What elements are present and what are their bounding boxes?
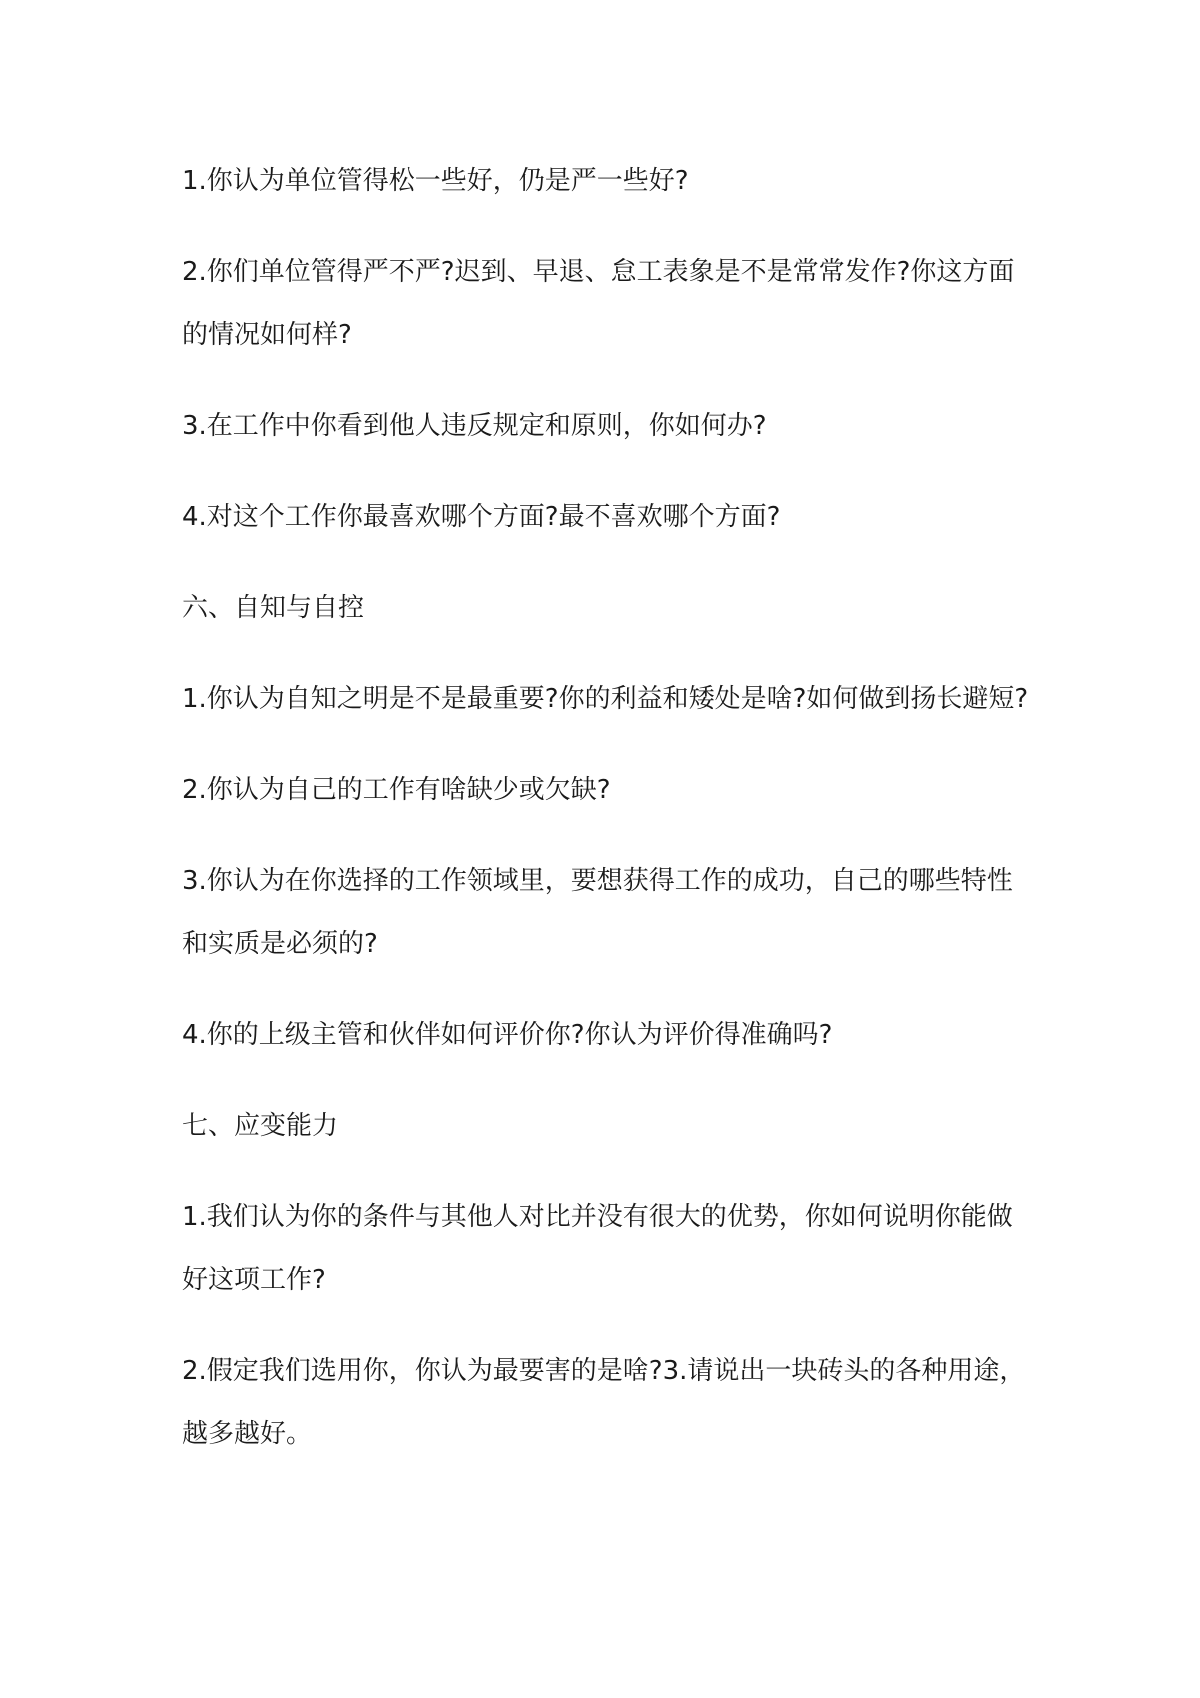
question-paragraph: 4.你的上级主管和伙伴如何评价你?你认为评价得准确吗? [182,1020,833,1050]
question-paragraph: 1.你认为单位管得松一些好，仍是严一些好? [182,166,689,196]
question-paragraph: 2.你认为自己的工作有啥缺少或欠缺? [182,775,611,805]
section-heading: 七、应变能力 [182,1111,339,1141]
question-paragraph: 4.对这个工作你最喜欢哪个方面?最不喜欢哪个方面? [182,502,781,532]
question-paragraph: 2.你们单位管得严不严?迟到、早退、怠工表象是不是常常发作?你这方面的情况如何样? [182,257,1015,350]
document-body [182,150,1032,1494]
question-paragraph: 1.我们认为你的条件与其他人对比并没有很大的优势，你如何说明你能做好这项工作? [182,1202,1013,1295]
question-paragraph: 3.在工作中你看到他人违反规定和原则，你如何办? [182,411,767,441]
question-paragraph: 3.你认为在你选择的工作领域里，要想获得工作的成功，自己的哪些特性和实质是必须的? [182,866,1013,959]
section-heading: 六、自知与自控 [182,593,365,623]
question-paragraph: 1.你认为自知之明是不是最重要?你的利益和矮处是啥?如何做到扬长避短? [182,684,1029,714]
question-paragraph: 2.假定我们选用你，你认为最要害的是啥?3.请说出一块砖头的各种用途，越多越好。 [182,1356,1026,1449]
